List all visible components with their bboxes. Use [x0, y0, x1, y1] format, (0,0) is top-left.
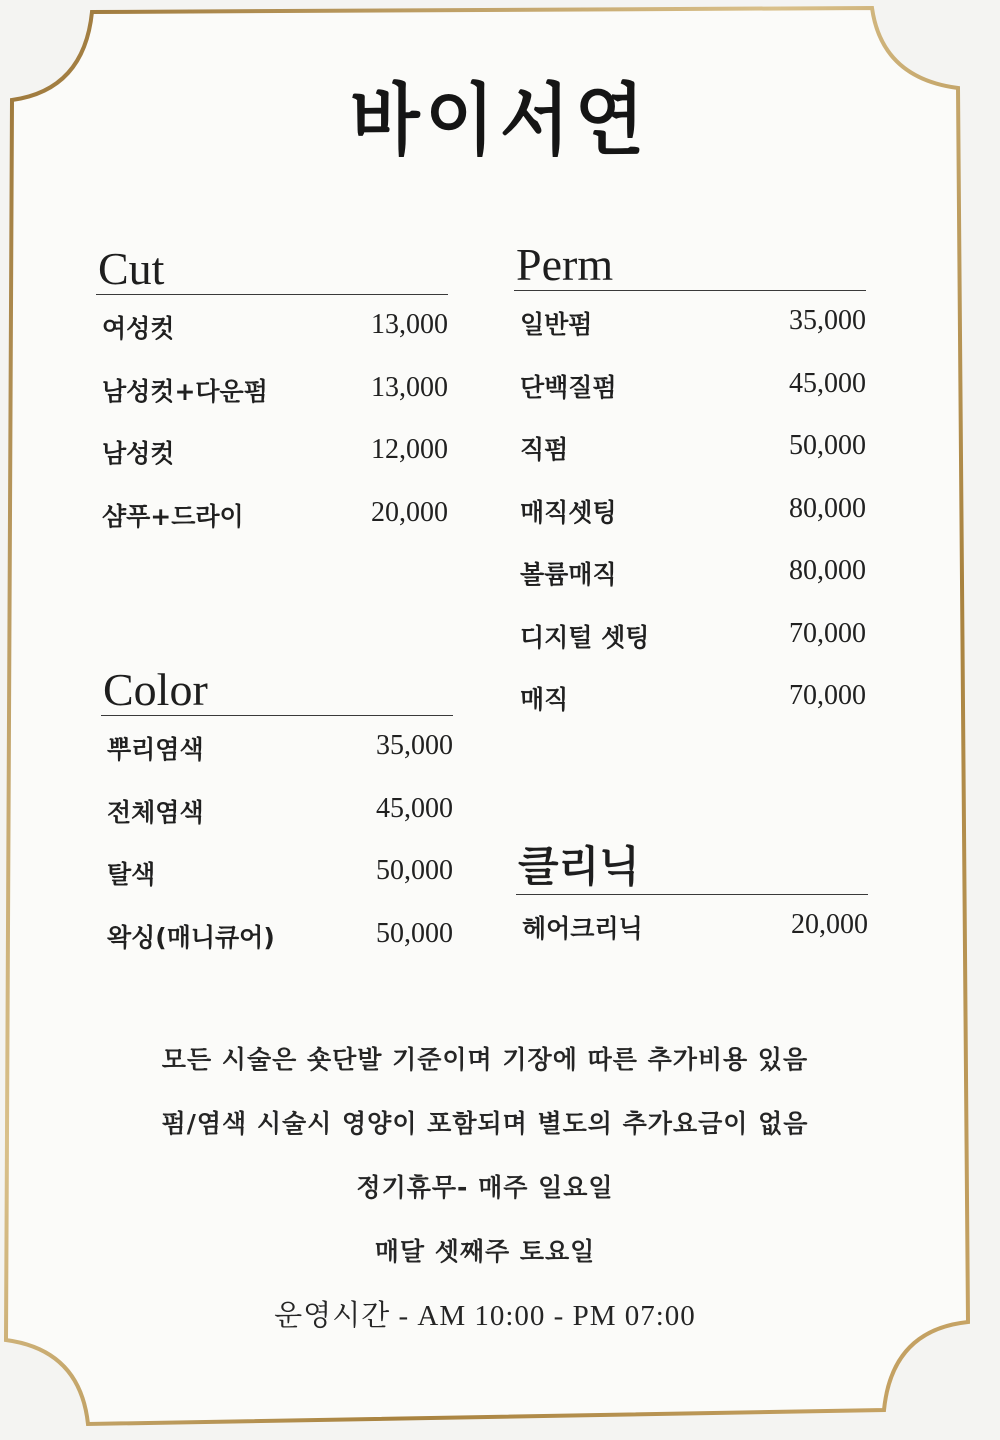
item-name: 샴푸+드라이 [102, 501, 244, 531]
item-price: 50,000 [376, 917, 453, 949]
item-price: 35,000 [789, 305, 866, 336]
note-business-hours: 운영시간 - AM 10:00 - PM 07:00 [274, 1300, 696, 1332]
item-price: 50,000 [376, 855, 453, 886]
section-title-perm: Perm [516, 239, 614, 290]
menu-item [96, 483, 448, 546]
menu-item [96, 420, 448, 483]
item-price: 70,000 [789, 617, 866, 649]
item-name: 매직 [520, 685, 569, 714]
item-name: 헤어크리닉 [522, 914, 643, 943]
item-price: 35,000 [376, 730, 453, 761]
item-price: 13,000 [371, 371, 448, 403]
menu-item [101, 779, 453, 842]
menu-item [96, 295, 448, 358]
item-price: 70,000 [789, 680, 866, 711]
menu-item [96, 358, 448, 421]
item-name: 매직셋팅 [520, 497, 617, 527]
item-price: 50,000 [789, 430, 866, 461]
note-regular-holiday: 정기휴무- 매주 일요일 [356, 1173, 614, 1202]
menu-item [101, 904, 453, 967]
section-clinic [516, 842, 868, 958]
item-price: 80,000 [789, 555, 866, 586]
menu-item [514, 479, 866, 542]
shop-name: 바이서연 [350, 76, 650, 166]
item-name: 남성컷+다운펌 [102, 376, 268, 406]
menu-item [101, 716, 453, 779]
item-price: 45,000 [376, 792, 453, 824]
item-name: 볼륨매직 [520, 560, 617, 589]
item-name: 왁싱(매니큐어) [107, 922, 275, 952]
item-price: 80,000 [789, 492, 866, 524]
item-name: 탈색 [107, 860, 156, 889]
item-price: 45,000 [789, 367, 866, 399]
note-nutrition-included: 펌/염색 시술시 영양이 포함되며 별도의 추가요금이 없음 [161, 1109, 809, 1138]
menu-item [514, 541, 866, 604]
menu-item [514, 291, 866, 354]
item-name: 직펌 [520, 435, 569, 464]
note-length-surcharge: 모든 시술은 숏단발 기준이며 기장에 따른 추가비용 있음 [161, 1045, 809, 1074]
menu-item [101, 841, 453, 904]
item-name: 여성컷 [102, 314, 175, 343]
section-title-clinic: 클리닉 [518, 842, 640, 891]
item-name: 뿌리염색 [107, 735, 204, 764]
menu-item [514, 604, 866, 667]
menu-item [514, 666, 866, 729]
item-price: 13,000 [371, 309, 448, 340]
note-third-saturday: 매달 셋째주 토요일 [374, 1237, 596, 1266]
item-price: 20,000 [371, 496, 448, 528]
section-cut [96, 243, 448, 545]
item-name: 전체염색 [107, 797, 204, 827]
section-title-cut: Cut [98, 243, 165, 294]
item-price: 20,000 [791, 909, 868, 940]
section-color [101, 664, 453, 966]
item-price: 12,000 [371, 434, 448, 465]
menu-item [516, 895, 868, 958]
item-name: 일반펌 [520, 310, 593, 339]
item-name: 디지털 셋팅 [520, 622, 650, 652]
item-name: 단백질펌 [520, 372, 617, 402]
menu-item [514, 416, 866, 479]
section-title-color: Color [103, 664, 208, 715]
section-perm [514, 239, 866, 729]
menu-item [514, 354, 866, 417]
item-name: 남성컷 [102, 439, 175, 468]
notes-block [0, 1040, 970, 1360]
